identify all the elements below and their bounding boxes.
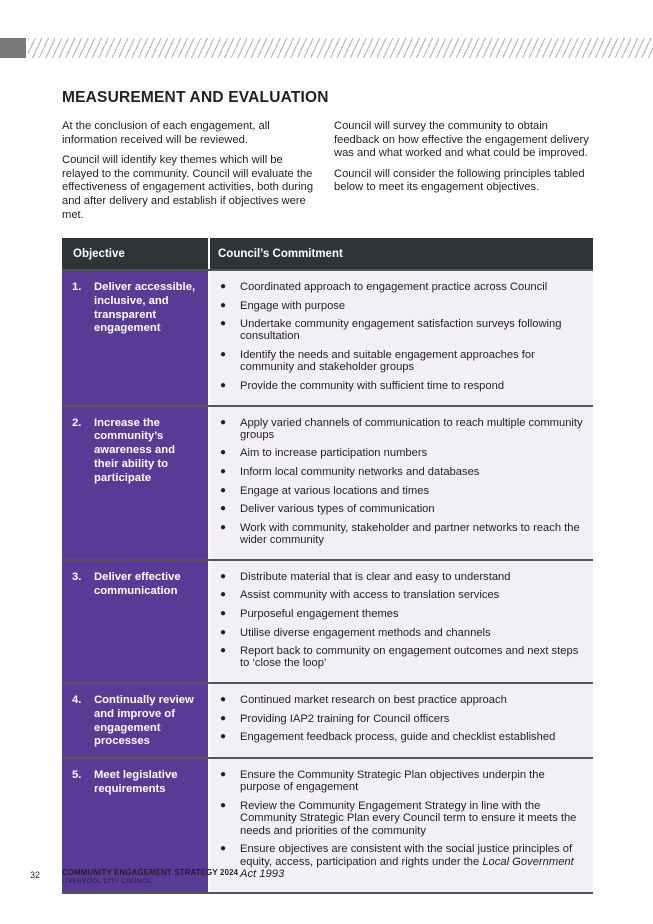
list-item: ● Ensure the Community Strategic Plan objectives underpin the purpose of engagement — [220, 769, 545, 794]
bullet-icon: ● — [220, 466, 227, 478]
objective-text: Deliver effective communication — [94, 570, 181, 597]
list-item: ● Coordinated approach to engagement practice across Council — [220, 281, 548, 293]
bullet-icon: ● — [220, 484, 227, 496]
list-item: ● Aim to increase participation numbers — [220, 447, 428, 460]
commitment-cell — [210, 684, 593, 757]
list-item: ● Engagement feedback process, guide and checklist established — [220, 731, 556, 744]
footer-doc-title: COMMUNITY ENGAGEMENT STRATEGY 2024 — [62, 868, 239, 877]
header-stripes — [28, 38, 653, 58]
list-item: ● Report back to community on engagement outcomes and next steps to ‘close the loop’ — [220, 645, 579, 670]
commitment-cell — [210, 759, 593, 892]
intro-paragraph: Council will identify key themes which will be relayed to the community. Council will evaluate the effectiveness of engagement activities, both during and after delivery and establish if objectives were met. — [62, 154, 314, 221]
table-row — [62, 269, 593, 405]
objective-number: 3. — [72, 570, 82, 583]
list-item: ● Deliver various types of communication — [220, 503, 435, 516]
objective-number: 5. — [72, 769, 82, 782]
list-item: ● Assist community with access to translation services — [220, 589, 500, 602]
objective-number: 1. — [72, 281, 82, 293]
objective-cell — [62, 561, 210, 682]
list-item: ● Purposeful engagement themes — [220, 607, 399, 620]
list-item: ● Providing IAP2 training for Council officers — [220, 712, 450, 725]
page-title: MEASUREMENT AND EVALUATION — [62, 89, 329, 106]
intro-right-column — [334, 120, 596, 202]
list-item: ● Distribute material that is clear and easy to understand — [220, 570, 511, 583]
list-item: ● Engage with purpose — [220, 299, 346, 312]
bullet-icon: ● — [220, 299, 227, 311]
bullet-icon: ● — [220, 570, 227, 582]
list-item: ● Engage at various locations and times — [220, 484, 430, 497]
bullet-icon: ● — [220, 379, 227, 391]
commitment-cell — [210, 561, 593, 682]
act-citation: Local Government Act 1993 — [240, 855, 574, 880]
list-item: ● Ensure objectives are consistent with the social justice principles of equity, access, participation and rights under the Local Government Act 1993 — [220, 843, 574, 880]
bullet-icon: ● — [220, 645, 227, 657]
list-item: ● Provide the community with sufficient time to respond — [220, 379, 505, 392]
intro-paragraph: At the conclusion of each engagement, all information received will be reviewed. — [62, 120, 270, 146]
list-item: ● Identify the needs and suitable engagement approaches for community and stakeholder groups — [220, 349, 535, 374]
intro-left-column — [62, 120, 314, 229]
objective-text: Meet legislative requirements — [94, 769, 178, 795]
intro-paragraph: Council will consider the following principles tabled below to meet its engagement objectives. — [334, 167, 585, 194]
header-commitment: Council’s Commitment — [218, 248, 343, 260]
bullet-icon: ● — [220, 589, 227, 601]
list-item: ● Work with community, stakeholder and partner networks to reach the wider community — [220, 521, 580, 547]
objective-number: 2. — [72, 416, 82, 429]
objective-cell — [62, 407, 210, 559]
list-item: ● Continued market research on best practice approach — [220, 693, 507, 706]
list-item: ● Utilise diverse engagement methods and channels — [220, 626, 491, 639]
objective-cell — [62, 271, 210, 405]
bullet-icon: ● — [220, 503, 227, 515]
bullet-icon: ● — [220, 607, 227, 619]
objective-cell — [62, 684, 210, 757]
table-row — [62, 559, 593, 682]
bullet-icon: ● — [220, 843, 227, 855]
header-square — [0, 38, 26, 58]
objective-text: Continually review and improve of engagement processes — [94, 693, 194, 748]
intro-paragraph: Council will survey the community to obtain feedback on how effective the engagement delivery was and what worked and what could be improved. — [334, 120, 589, 160]
bullet-icon: ● — [220, 447, 227, 459]
objective-text: Increase the community’s awareness and their ability to participate — [94, 416, 176, 484]
list-item: ● Undertake community engagement satisfaction surveys following consultation — [220, 318, 562, 343]
bullet-icon: ● — [220, 281, 227, 292]
bullet-icon: ● — [220, 769, 227, 781]
footer-org: LIVERPOOL CITY COUNCIL — [62, 878, 153, 885]
table-row — [62, 405, 593, 559]
header-objective: Objective — [62, 238, 210, 269]
bullet-icon: ● — [220, 416, 227, 428]
table-header — [62, 238, 593, 269]
list-item: ● Inform local community networks and databases — [220, 466, 480, 479]
objective-number: 4. — [72, 693, 82, 706]
commitment-cell — [210, 407, 593, 559]
bullet-icon: ● — [220, 318, 227, 330]
objectives-table — [62, 238, 593, 894]
bullet-icon: ● — [220, 693, 227, 705]
bullet-icon: ● — [220, 521, 227, 533]
bullet-icon: ● — [220, 626, 227, 638]
table-row — [62, 682, 593, 757]
list-item: ● Review the Community Engagement Strategy in line with the Community Strategic Plan every Council term to ensure it meets the needs and priorities of the community — [220, 800, 577, 837]
bullet-icon: ● — [220, 731, 227, 743]
bullet-icon: ● — [220, 349, 227, 361]
bullet-icon: ● — [220, 800, 227, 812]
page-number: 32 — [30, 870, 41, 880]
list-item: ● Apply varied channels of communication to reach multiple community groups — [220, 416, 583, 441]
objective-text: Deliver accessible, inclusive, and transparent engagement — [94, 281, 196, 335]
commitment-cell — [210, 271, 593, 405]
header-decoration — [0, 38, 653, 58]
bullet-icon: ● — [220, 712, 227, 724]
